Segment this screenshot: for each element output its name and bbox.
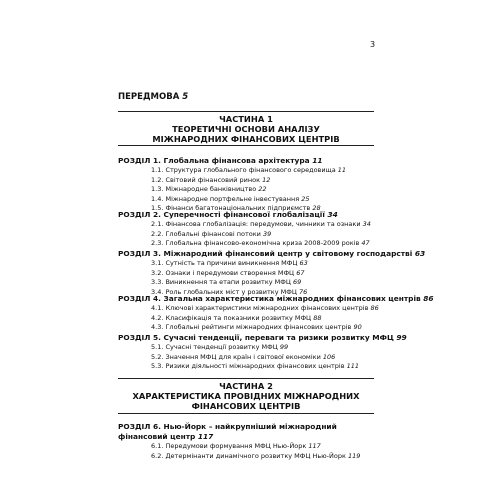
- part-1-bottom-rule: [118, 145, 374, 146]
- part-1-heading-block: [118, 114, 374, 144]
- section-6: [118, 422, 378, 461]
- toc-item: 2.2. Глобальні фінансові потоки 39: [151, 229, 272, 238]
- toc-item: 4.2. Класифікація та показники розвитку МФЦ 88: [151, 313, 322, 322]
- part-1-title-line: ТЕОРЕТИЧНІ ОСНОВИ АНАЛІЗУ: [172, 124, 320, 134]
- section-page: 117: [197, 432, 214, 441]
- part-2-title-line: ФІНАНСОВИХ ЦЕНТРІВ: [191, 401, 301, 411]
- toc-item: 6.2. Детермінанти динамічного розвитку МФЦ Нью-Йорк 119: [151, 451, 361, 460]
- section-title: [118, 333, 407, 343]
- toc-item: 2.1. Фінансова глобалізація: передумови, чинники та ознаки 34: [151, 220, 371, 228]
- part-2-heading-block: [118, 381, 374, 411]
- toc-item: 6.1. Передумови формування МФЦ Нью-Йорк 117: [151, 442, 321, 450]
- toc-item: 5.3. Ризики діяльності міжнародних фінансових центрів 111: [151, 362, 360, 371]
- section-page: 11: [312, 156, 323, 165]
- section-title: [118, 422, 378, 442]
- toc-item: 5.1. Сучасні тенденції розвитку МФЦ 99: [151, 343, 289, 351]
- part-1-top-rule: [118, 111, 374, 112]
- section-title-text: РОЗДІЛ 5. Сучасні тенденції, переваги та ризики розвитку МФЦ: [118, 333, 394, 342]
- part-2-heading: ЧАСТИНА 2: [219, 381, 273, 391]
- section-title-line: РОЗДІЛ 6. Нью-Йорк – найкрупніший міжнародний: [118, 422, 337, 431]
- part-2-title-line: ХАРАКТЕРИСТИКА ПРОВІДНИХ МІЖНАРОДНИХ: [132, 391, 360, 401]
- section-title: [118, 210, 378, 220]
- page-number: 3: [370, 40, 376, 49]
- part-1-title-line: МІЖНАРОДНИХ ФІНАНСОВИХ ЦЕНТРІВ: [152, 134, 340, 144]
- section-1: [118, 156, 378, 214]
- section-4: [118, 294, 434, 333]
- section-3: [118, 249, 426, 297]
- preface-label: ПЕРЕДМОВА: [118, 92, 180, 102]
- toc-item: 1.4. Міжнародне портфельне інвестування 25: [151, 194, 310, 203]
- part-1-heading: ЧАСТИНА 1: [219, 114, 273, 124]
- preface-entry: [118, 92, 188, 102]
- toc-item: 1.2. Світовий фінансовий ринок 12: [151, 175, 271, 184]
- toc-item: 5.2. Значення МФЦ для країн і світової економіки 106: [151, 352, 336, 361]
- section-title-line: фінансовий центр 117: [118, 432, 214, 441]
- part-2-bottom-rule: [118, 413, 374, 414]
- part-2-top-rule: [118, 378, 374, 379]
- section-title-text: РОЗДІЛ 4. Загальна характеристика міжнародних фінансових центрів: [118, 294, 421, 303]
- section-title: [118, 294, 434, 304]
- toc-item: 3.1. Сутність та причини виникнення МФЦ 63: [151, 259, 308, 267]
- section-page: 86: [423, 294, 434, 303]
- toc-item: 4.1. Ключові характеристики міжнародних фінансових центрів 86: [151, 304, 379, 312]
- section-5: [118, 333, 407, 372]
- section-page: 63: [414, 249, 426, 258]
- section-title: [118, 249, 426, 259]
- section-page: 99: [396, 333, 407, 342]
- toc-item: 4.3. Глобальні рейтинги міжнародних фінансових центрів 90: [151, 323, 362, 332]
- section-title-text: РОЗДІЛ 2. Суперечності фінансової глобалізації: [118, 210, 325, 219]
- section-2: [118, 210, 378, 249]
- preface-page: 5: [182, 92, 189, 102]
- toc-item: 3.4. Роль глобальних міст у розвитку МФЦ 76: [151, 287, 308, 296]
- section-page: 34: [327, 210, 338, 219]
- section-title-text: РОЗДІЛ 1. Глобальна фінансова архітектура: [118, 156, 310, 165]
- toc-item: 3.2. Ознаки і передумови створення МФЦ 67: [151, 268, 305, 277]
- toc-item: 1.3. Міжнародне банківництво 22: [151, 185, 267, 194]
- section-title: [118, 156, 378, 166]
- section-title-text: РОЗДІЛ 3. Міжнародний фінансовий центр у світовому господарстві: [118, 249, 413, 258]
- toc-item: 3.3. Виникнення та етапи розвитку МФЦ 69: [151, 278, 302, 287]
- toc-item: 1.5. Фінанси багатонаціональних підприємств 28: [151, 204, 321, 213]
- toc-item: 1.1. Структура глобального фінансового середовища 11: [151, 166, 347, 174]
- toc-item: 2.3. Глобальна фінансово-економічна криза 2008-2009 років 47: [151, 239, 370, 248]
